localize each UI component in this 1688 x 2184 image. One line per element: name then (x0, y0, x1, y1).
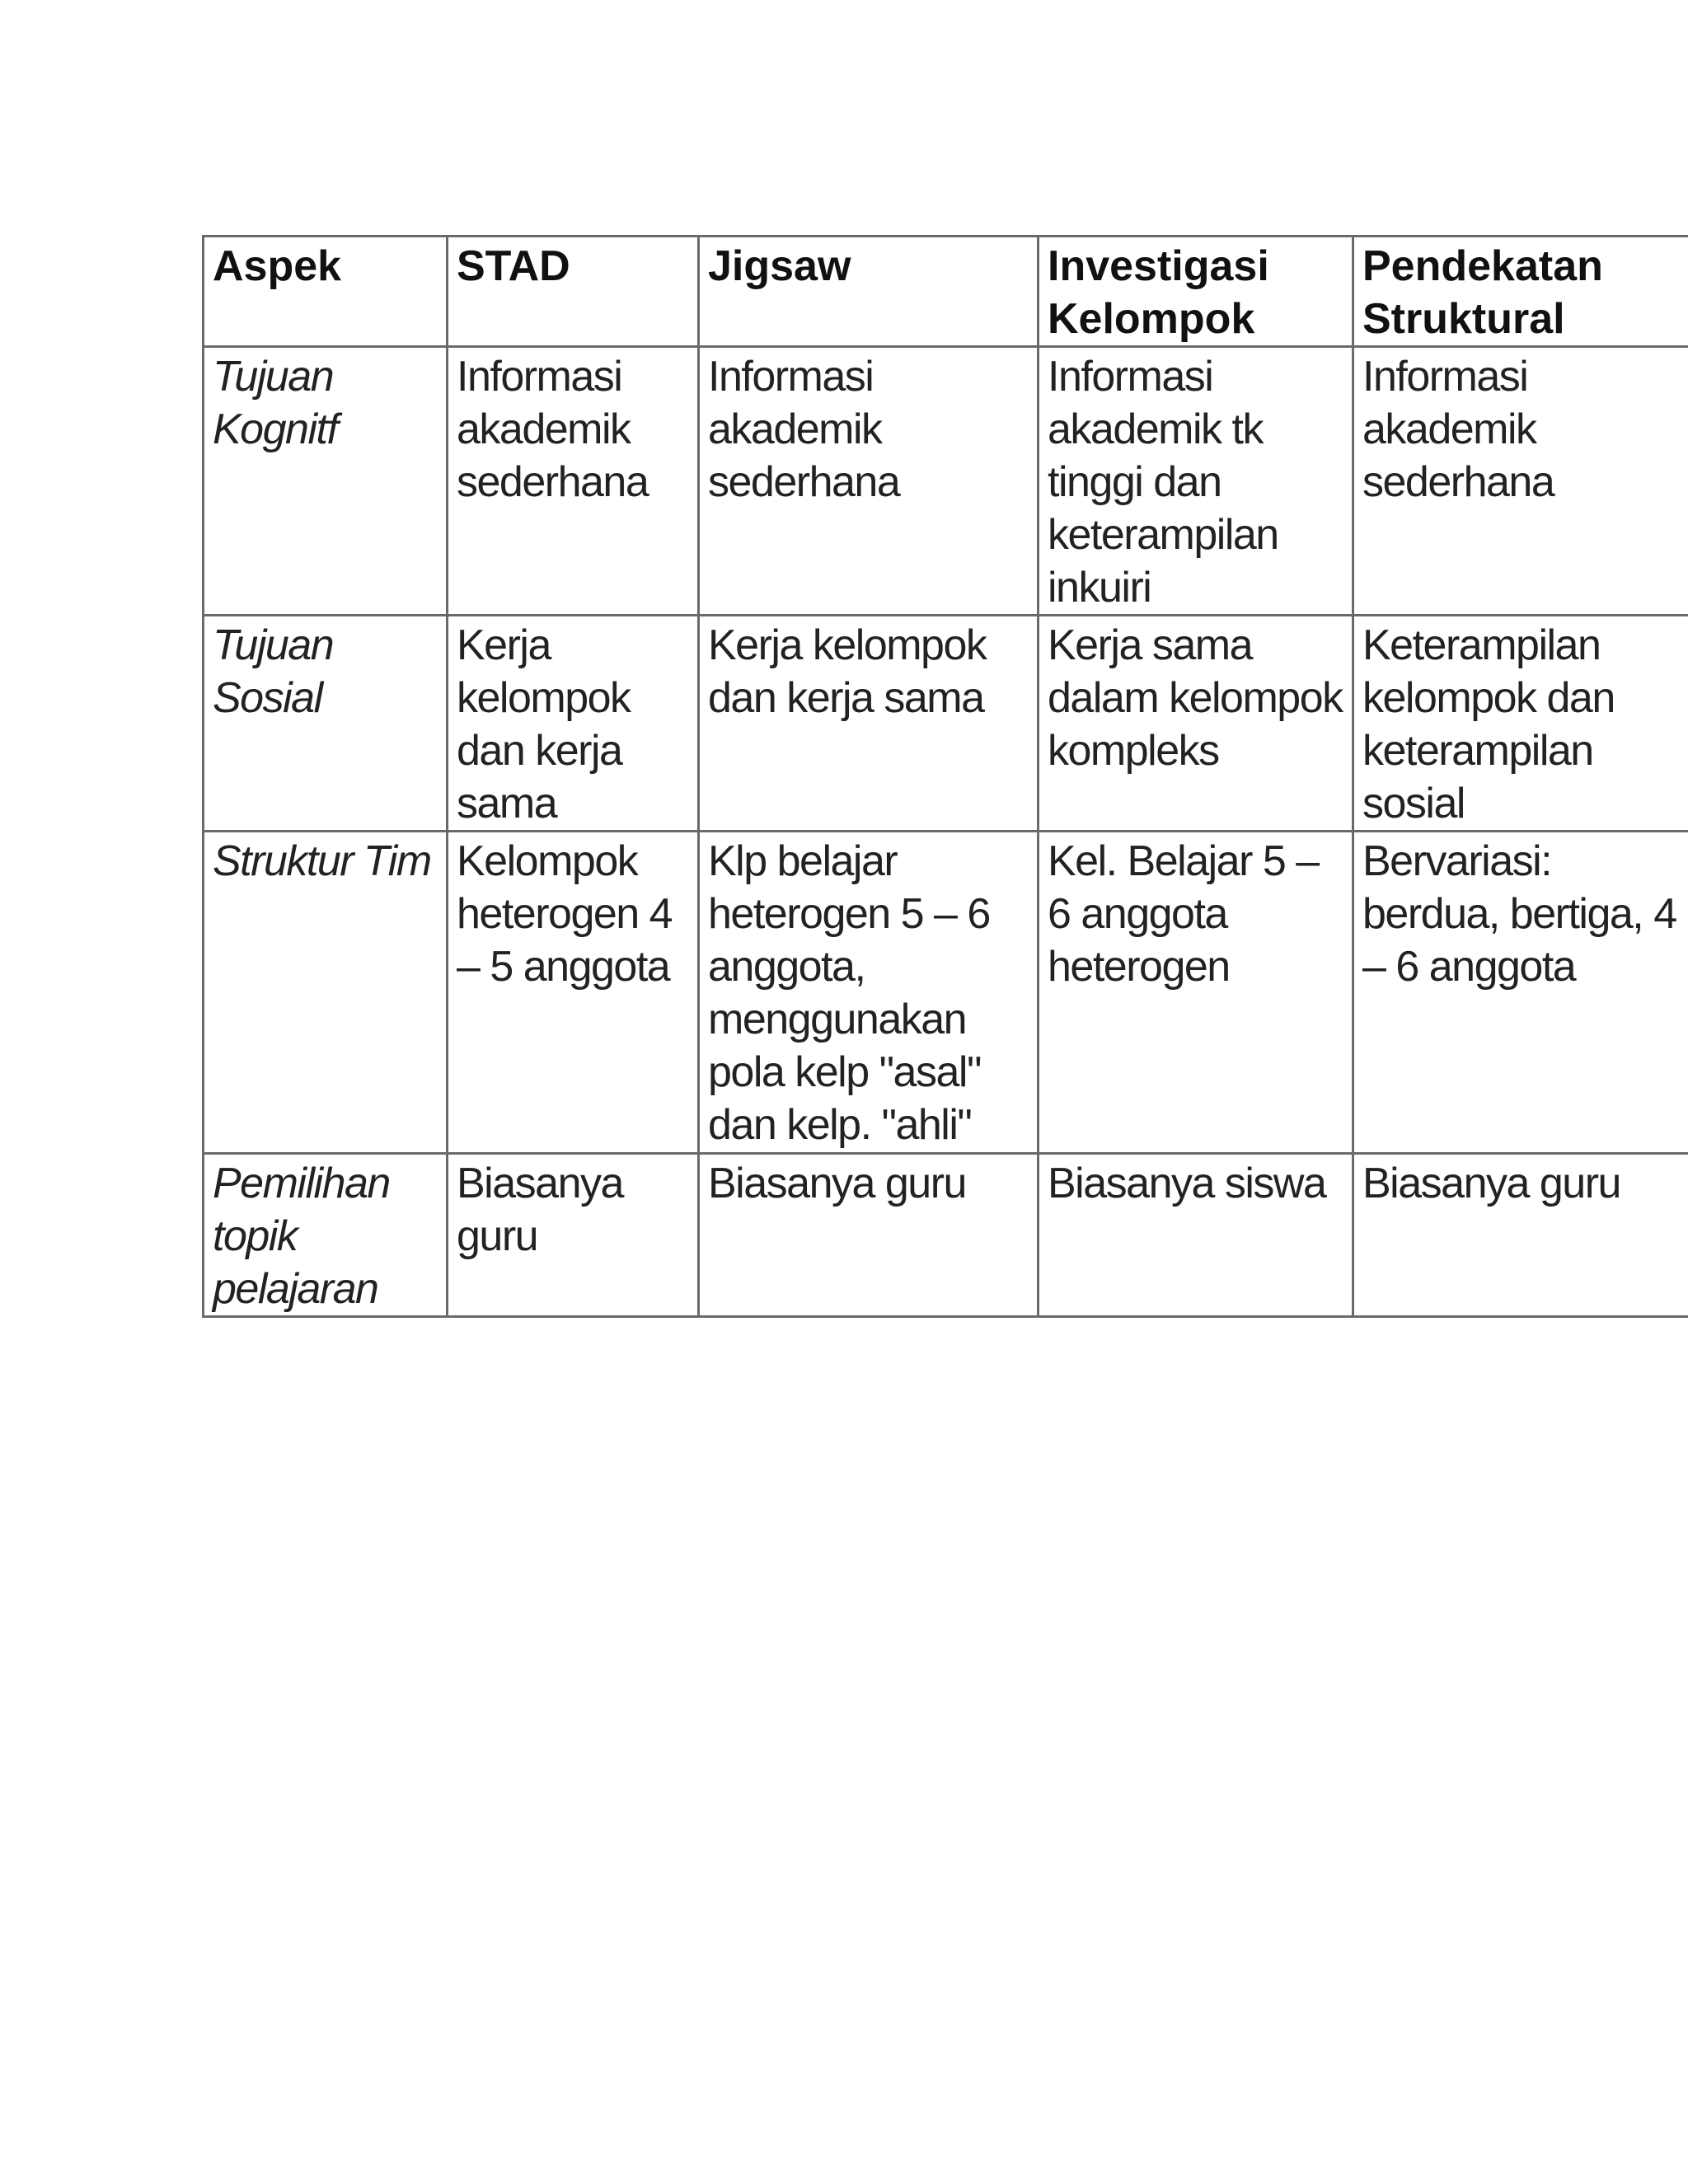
table-cell: Kel. Belajar 5 – 6 anggota heterogen (1039, 832, 1353, 1154)
table-row (204, 832, 1688, 1154)
table-header-row (204, 237, 1688, 347)
table-cell: Informasi akademik sederhana (699, 347, 1039, 616)
table-row (204, 616, 1688, 832)
header-jigsaw: Jigsaw (699, 237, 1039, 347)
header-investigasi-kelompok: Investigasi Kelompok (1039, 237, 1353, 347)
table-cell: Informasi akademik sederhana (448, 347, 699, 616)
row-aspect-label: Tujuan Kognitf (204, 347, 448, 616)
table-cell: Biasanya siswa (1039, 1154, 1353, 1317)
table-row (204, 347, 1688, 616)
table-cell: Biasanya guru (448, 1154, 699, 1317)
table-cell: Kerja kelompok dan kerja sama (448, 616, 699, 832)
header-stad: STAD (448, 237, 699, 347)
header-aspek: Aspek (204, 237, 448, 347)
row-aspect-label: Pemilihan topik pelajaran (204, 1154, 448, 1317)
row-aspect-label: Tujuan Sosial (204, 616, 448, 832)
table-cell: Kelompok heterogen 4 – 5 anggota (448, 832, 699, 1154)
row-aspect-label: Struktur Tim (204, 832, 448, 1154)
table-row (204, 1154, 1688, 1317)
table-cell: Biasanya guru (699, 1154, 1039, 1317)
table-cell: Kerja sama dalam kelompok kompleks (1039, 616, 1353, 832)
comparison-table (202, 235, 1688, 1318)
table-cell: Bervariasi: berdua, bertiga, 4 – 6 anggota (1353, 832, 1688, 1154)
table-cell: Informasi akademik sederhana (1353, 347, 1688, 616)
table-cell: Kerja kelompok dan kerja sama (699, 616, 1039, 832)
table-cell: Biasanya guru (1353, 1154, 1688, 1317)
table-cell: Klp belajar heterogen 5 – 6 anggota, menggunakan pola kelp "asal" dan kelp. "ahli" (699, 832, 1039, 1154)
table-cell: Informasi akademik tk tinggi dan keterampilan inkuiri (1039, 347, 1353, 616)
table-cell: Keterampilan kelompok dan keterampilan sosial (1353, 616, 1688, 832)
header-pendekatan-struktural: Pendekatan Struktural (1353, 237, 1688, 347)
